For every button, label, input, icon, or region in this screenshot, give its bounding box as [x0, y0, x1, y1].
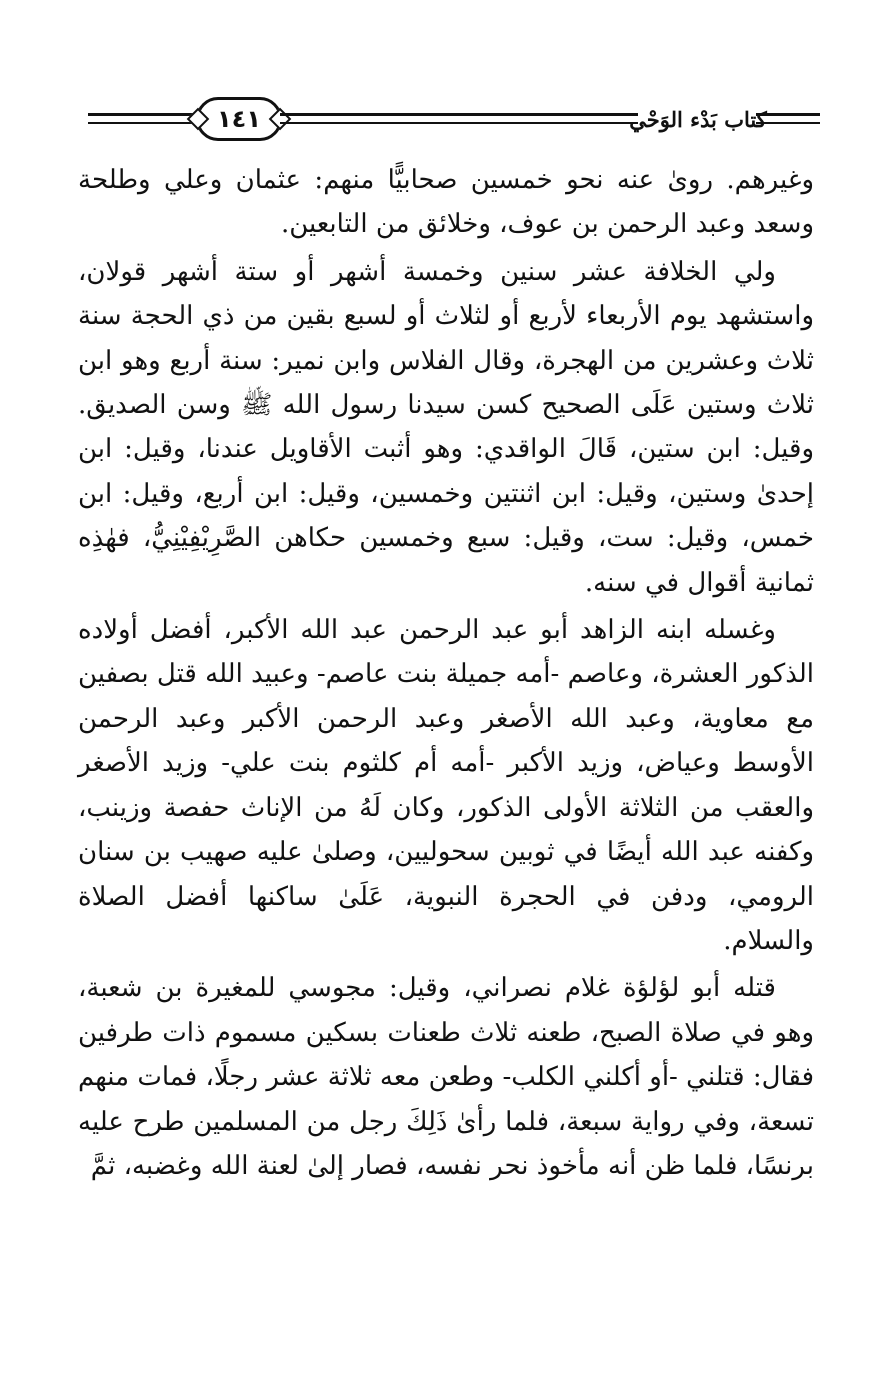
header-rule-right [756, 113, 820, 124]
page-body [78, 158, 814, 1188]
header-rule-left [88, 113, 198, 124]
page-number: ١٤١ [217, 105, 261, 133]
paragraph-2: ولي الخلافة عشر سنين وخمسة أشهر أو ستة أشهر قولان، واستشهد يوم الأربعاء لأربع أو لثلاث أو لسبع بقين من ذي الحجة سنة ثلاث وعشرين من الهجرة، وقال الفلاس وابن نمير: سنة أربع وهو ابن ثلاث وستين عَلَى الصحيح كسن سيدنا رسول الله ﷺ وسن الصديق. وقيل: ابن ستين، قَالَ الواقدي: وهو أثبت الأقاويل عندنا، وقيل: ابن إحدىٰ وستين، وقيل: ابن اثنتين وخمسين، وقيل: ابن أربع، وقيل: ابن خمس، وقيل: ست، وقيل: سبع وخمسين حكاهن الصَّرِيْفِيْنِيُّ، فهٰذِه ثمانية أقوال في سنه. [78, 256, 814, 598]
paragraph-4: قتله أبو لؤلؤة غلام نصراني، وقيل: مجوسي للمغيرة بن شعبة، وهو في صلاة الصبح، طعنه ثلاث طعنات بسكين مسموم ذات طرفين فقال: قتلني -أو أكلني الكلب- وطعن معه ثلاثة عشر رجلًا، فمات منهم تسعة، وفي رواية سبعة، فلما رأىٰ ذَلِكَ رجل من المسلمين طرح عليه برنسًا، فلما ظن أنه مأخوذ نحر نفسه، فصار إلىٰ لعنة الله وغضبه، ثمَّ [78, 973, 814, 1181]
book-title: كتاب بَدْء الوَحْي [629, 106, 767, 132]
page-number-badge [196, 97, 282, 141]
running-header [80, 92, 820, 146]
paragraph-3: وغسله ابنه الزاهد أبو عبد الرحمن عبد الله الأكبر، أفضل أولاده الذكور العشرة، وعاصم -أمه جميلة بنت عاصم- وعبيد الله قتل بصفين مع معاوية، وعبد الله الأصغر وعبد الرحمن الأكبر وعبد الرحمن الأوسط وعياض، وزيد الأكبر -أمه أم كلثوم بنت علي- وزيد الأصغر والعقب من الثلاثة الأولى الذكور، وكان لَهُ من الإناث حفصة وزينب، وكفنه عبد الله أيضًا في ثوبين سحوليين، وصلىٰ عليه صهيب بن سنان الرومي، ودفن في الحجرة النبوية، عَلَىٰ ساكنها أفضل الصلاة والسلام. [78, 615, 814, 956]
header-rule-middle [280, 113, 638, 124]
paragraph-1: وغيرهم. رویٰ عنه نحو خمسين صحابيًّا منهم: عثمان وعلي وطلحة وسعد وعبد الرحمن بن عوف، وخلائق من التابعين. [78, 165, 814, 240]
